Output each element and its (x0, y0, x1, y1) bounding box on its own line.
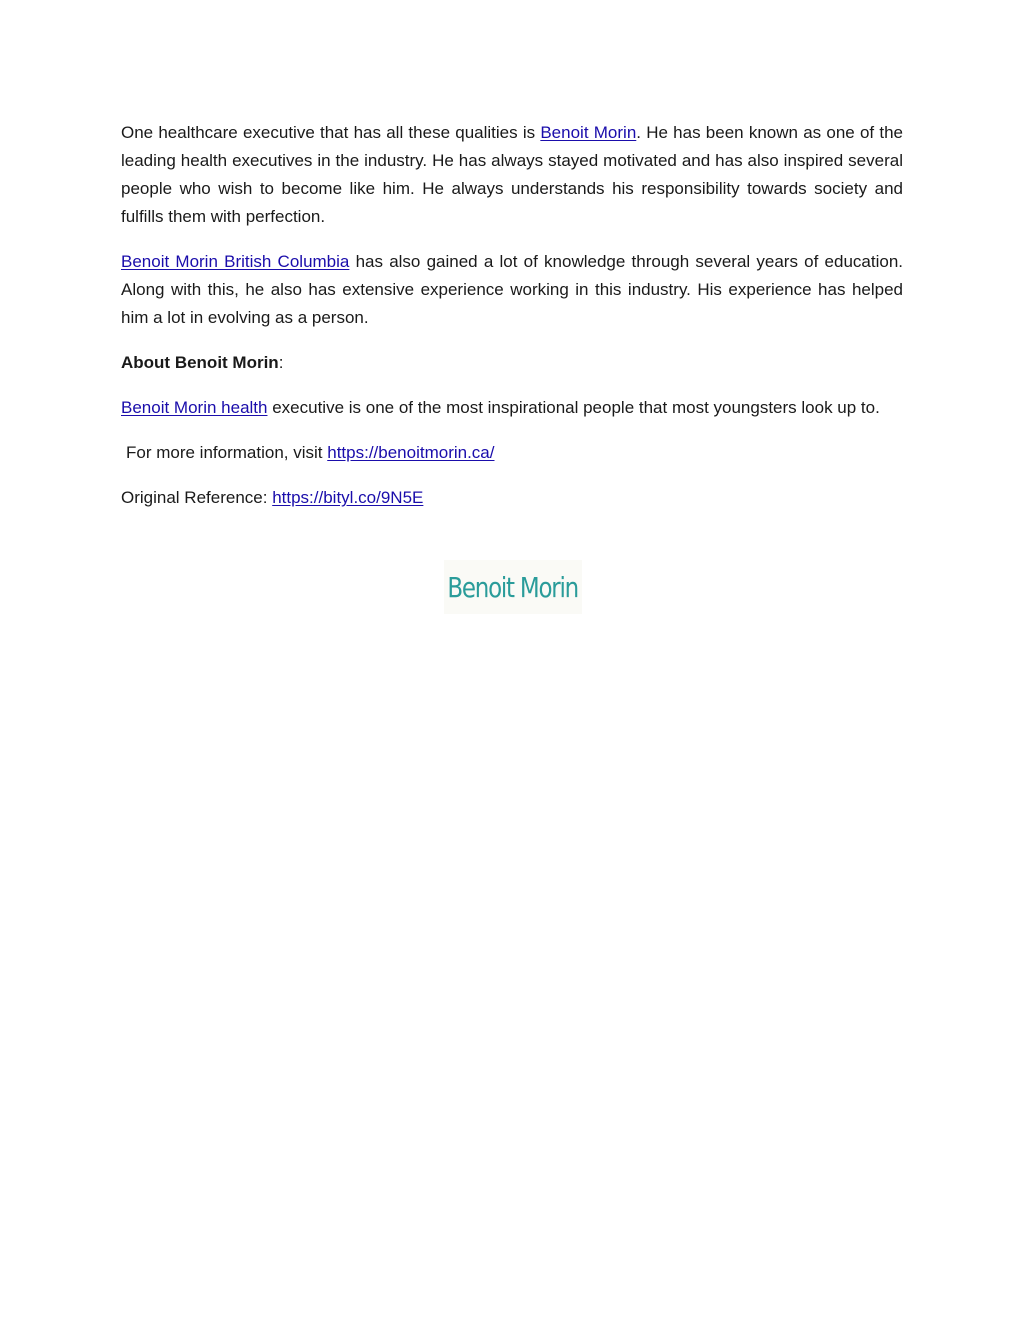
about-heading-colon: : (278, 353, 284, 372)
benoitmorin-website-link[interactable]: https://benoitmorin.ca/ (327, 443, 495, 462)
more-info-line (121, 439, 903, 467)
logo-text: Benoit Morin (447, 570, 579, 604)
paragraph-education (121, 248, 903, 332)
paragraph-intro (121, 119, 903, 231)
paragraph-education-text: has also gained a lot of knowledge through several years of education. Along with this, he also has extensive experience working in this industry. His experience has helped him a lot in evolving as a person. (121, 252, 903, 327)
about-heading (121, 349, 903, 377)
benoit-morin-link[interactable]: Benoit Morin (540, 123, 637, 142)
about-heading-title: About Benoit Morin (121, 353, 279, 372)
paragraph-inspiration (121, 394, 903, 422)
paragraph-intro-text: One healthcare executive that has all these qualities is (121, 123, 541, 142)
document-body (121, 119, 903, 529)
paragraph-intro-rest: . He has been known as one of the leading health executives in the industry. He has always stayed motivated and has also inspired several people who wish to become like him. He always understands his responsibility towards society and fulfills them with perfection. (121, 123, 903, 226)
original-reference-link[interactable]: https://bityl.co/9N5E (272, 488, 424, 507)
benoit-morin-health-link[interactable]: Benoit Morin health (121, 398, 268, 417)
paragraph-inspiration-text: executive is one of the most inspirational people that most youngsters look up to. (267, 398, 880, 417)
benoit-morin-logo (444, 560, 582, 614)
benoit-morin-british-columbia-link[interactable]: Benoit Morin British Columbia (121, 252, 350, 271)
reference-label: Original Reference: (121, 488, 273, 507)
reference-line (121, 484, 903, 512)
more-info-label: For more information, visit (126, 443, 328, 462)
